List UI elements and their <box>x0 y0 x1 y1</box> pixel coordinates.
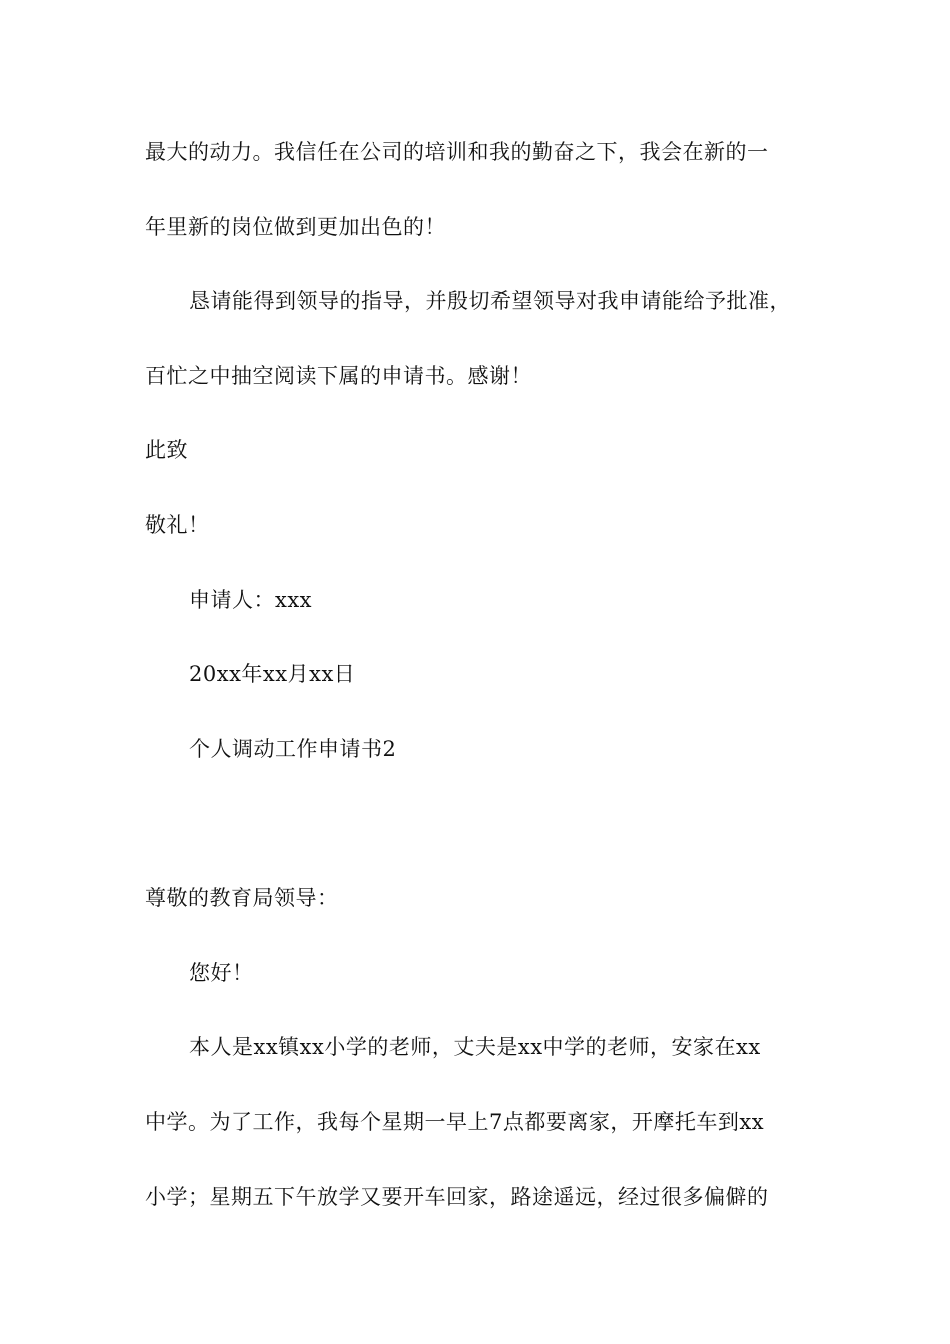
body-text-line: 最大的动力。我信任在公司的培训和我的勤奋之下，我会在新的一 <box>145 140 769 164</box>
signature-date: 20xx年xx月xx日 <box>189 662 356 686</box>
letter-opening: 您好！ <box>189 961 254 985</box>
body-text-line: 小学；星期五下午放学又要开车回家，路途遥远，经过很多偏僻的 <box>145 1185 769 1209</box>
closing-salutation: 此致 <box>145 438 188 462</box>
body-text-line: 百忙之中抽空阅读下属的申请书。感谢！ <box>145 364 532 388</box>
section-heading: 个人调动工作申请书2 <box>189 737 397 761</box>
body-text-line: 中学。为了工作，我每个星期一早上7点都要离家，开摩托车到xx <box>145 1110 765 1134</box>
closing-regards: 敬礼！ <box>145 513 210 537</box>
body-text-line: 本人是xx镇xx小学的老师，丈夫是xx中学的老师，安家在xx <box>189 1035 761 1059</box>
body-text-line: 恳请能得到领导的指导，并殷切希望领导对我申请能给予批准， <box>189 289 791 313</box>
letter-greeting: 尊敬的教育局领导： <box>145 886 339 910</box>
applicant-signature: 申请人：xxx <box>189 588 313 612</box>
body-text-line: 年里新的岗位做到更加出色的！ <box>145 215 446 239</box>
